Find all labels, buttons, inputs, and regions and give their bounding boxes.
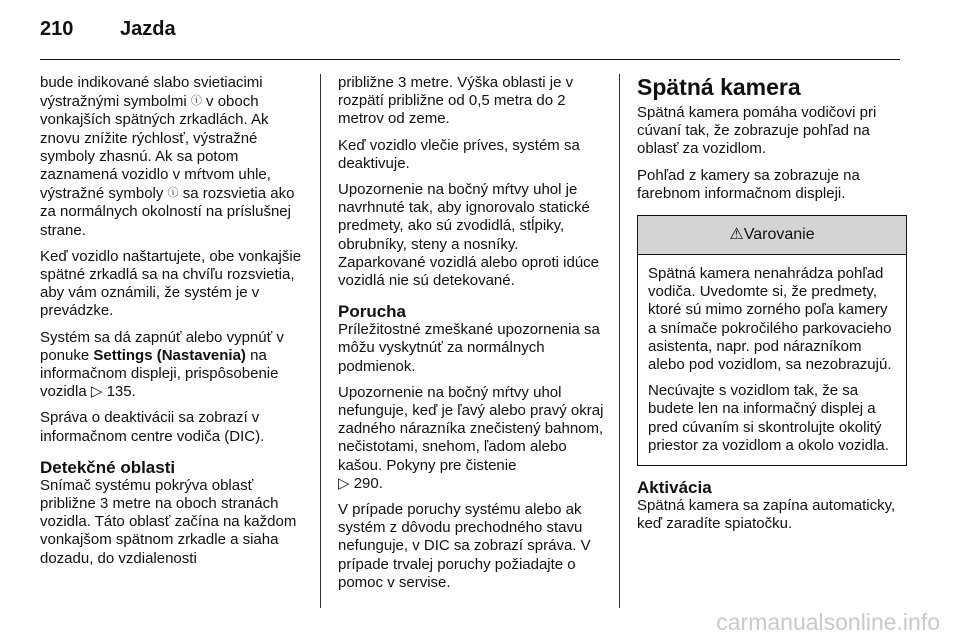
- text: bude indikované slabo svietiacimi výstražnými symbolmi: [40, 74, 263, 111]
- paragraph: Keď vozidlo vlečie príves, systém sa deaktivuje.: [338, 136, 580, 172]
- section-heading-activation: Aktivácia: [637, 478, 712, 498]
- paragraph: [40, 329, 312, 402]
- warning-title: Varovanie: [743, 225, 815, 243]
- column-3: [637, 74, 907, 541]
- watermark: carmanualsonline.info: [716, 609, 940, 635]
- text: na informačnom displeji, prispôsobenie vozidla: [40, 346, 279, 401]
- paragraph: Snímač systému pokrýva oblasť približne 3 metre na oboch stranách vozidla. Táto oblasť začína na každom vonkajšom spätnom zrkadle a siaha dozadu, do vzdialenosti: [40, 476, 297, 567]
- warning-box: [637, 215, 907, 466]
- paragraph: V prípade poruchy systému alebo ak systém z dôvodu prechodného stavu nefunguje, v DIC sa zobrazí správa. V prípade trvalej poruchy požiadajte o pomoc v servise.: [338, 501, 591, 591]
- header-rule: [40, 59, 900, 60]
- paragraph: [40, 74, 312, 240]
- column-divider: [619, 74, 620, 608]
- column-divider: [320, 74, 321, 608]
- column-1: [40, 74, 312, 576]
- paragraph: Keď vozidlo naštartujete, obe vonkajšie spätné zrkadlá sa na chvíľu rozsvietia, aby vám oznámili, že systém je v prevádzke.: [40, 247, 302, 320]
- paragraph: Spätná kamera sa zapína automaticky, keď zaradíte spiatočku.: [637, 497, 896, 533]
- paragraph: Pohľad z kamery sa zobrazuje na farebnom informačnom displeji.: [637, 166, 860, 202]
- paragraph: Spätná kamera pomáha vodičovi pri cúvaní tak, že zobrazuje pohľad na oblasť za vozidlom.: [637, 104, 877, 158]
- text: sa rozsvietia ako za normálnych okolností na príslušnej strane.: [40, 185, 295, 239]
- paragraph: Spätná kamera nenahrádza pohľad vodiča. Uvedomte si, že predmety, ktoré sú mimo zorného poľa kamery a snímače pokročilého parkovacieho asistenta, napr. pod nárazníkom alebo pod vozidlom, sa nezobrazujú.: [648, 265, 892, 374]
- blind-spot-warning-icon: ⓘ: [167, 187, 179, 200]
- section-heading-detection-areas: Detekčné oblasti: [40, 457, 176, 477]
- paragraph: Príležitostné zmeškané upozornenia sa môžu vyskytnúť za normálnych podmienok.: [338, 321, 600, 375]
- section-heading-rear-camera: Spätná kamera: [637, 74, 801, 100]
- text: Systém sa dá zapnúť alebo vypnúť v ponuke: [40, 328, 284, 364]
- paragraph: Upozornenie na bočný mŕtvy uhol je navrhnuté tak, aby ignorovalo statické predmety, ako sú zvodidlá, stĺpiky, obrubníky, steny a nosníky. Zaparkované vozidlá alebo oproti idúce vozidlá nie sú detekované.: [338, 181, 599, 290]
- column-2: [338, 74, 610, 600]
- paragraph: Necúvajte s vozidlom tak, že sa budete len na informačný displej a pred cúvaním si skontrolujte okolitý priestor za vozidlom a okolo vozidla.: [648, 382, 889, 454]
- warning-body: [638, 255, 906, 465]
- menu-reference: Settings (Nastavenia): [93, 346, 246, 364]
- paragraph: [338, 384, 610, 493]
- paragraph: približne 3 metre. Výška oblasti je v rozpätí približne od 0,5 metra do 2 metrov od zeme.: [338, 74, 574, 128]
- page-header: [40, 18, 176, 48]
- page-reference-link[interactable]: ▷ 135.: [90, 383, 136, 401]
- text: v oboch vonkajších spätných zrkadlách. Ak znovu znížite rýchlosť, výstražné symboly zhasnú. Ak sa potom zaznamená vozidlo v mŕtvom uhle, výstražné symboly: [40, 93, 271, 203]
- page-number: 210: [40, 18, 74, 40]
- paragraph: Správa o deaktivácii sa zobrazí v informačnom centre vodiča (DIC).: [40, 409, 265, 445]
- chapter-title: Jazda: [120, 18, 176, 40]
- warning-triangle-icon: ⚠: [729, 225, 744, 243]
- section-heading-fault: Porucha: [338, 302, 407, 322]
- blind-spot-warning-icon: ⓘ: [190, 95, 202, 108]
- page-reference-link[interactable]: ▷ 290.: [338, 474, 383, 492]
- text: Upozornenie na bočný mŕtvy uhol nefunguje, keď je ľavý alebo pravý okraj zadného nárazníka znečistený bahnom, nečistotami, snehom, ľadom alebo kašou. Pokyny pre čistenie: [338, 383, 604, 474]
- warning-header: [638, 216, 906, 255]
